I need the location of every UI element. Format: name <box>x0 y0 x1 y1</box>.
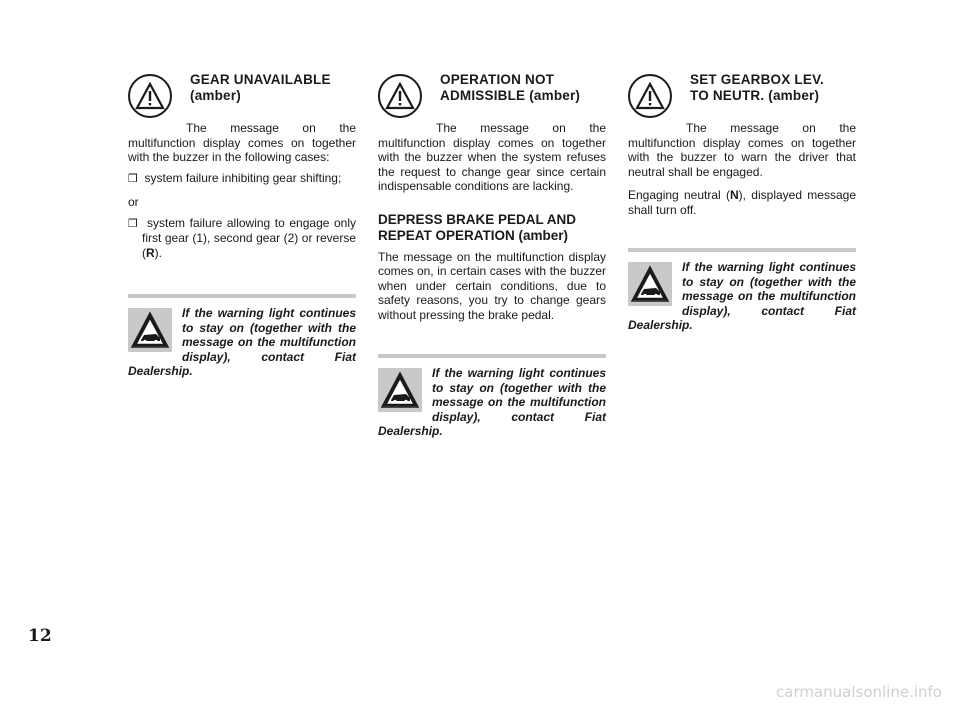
section-title: GEAR UNAVAILABLE (amber) <box>190 72 331 103</box>
subsection-paragraph: The message on the multifunction display comes on, in certain cases with the buzzer when under certain conditions, due to safety reasons, you try to change gears without pressing the brake pedal. <box>378 249 606 322</box>
column-gear-unavailable <box>128 72 357 378</box>
note-box <box>128 294 356 379</box>
warning-triangle-icon <box>628 74 672 118</box>
section-header <box>128 72 356 116</box>
car-warning-icon <box>378 368 422 412</box>
column-set-gearbox-neutral <box>628 72 856 332</box>
section-subtitle: (amber) <box>768 88 820 103</box>
section-subtitle: (amber) <box>190 88 241 103</box>
page-number: 12 <box>28 626 52 646</box>
intro-paragraph: The message on the multifunction display comes on together with the buzzer to warn the driver that neutral shall be engaged. <box>628 121 856 179</box>
subsection-title: DEPRESS BRAKE PEDAL AND REPEAT OPERATION (amber) <box>378 211 577 243</box>
warning-triangle-icon <box>378 74 422 118</box>
intro-paragraph: The message on the multifunction display comes on together with the buzzer when the system refuses the request to change gear since certain indispensable conditions are lacking. <box>378 121 606 193</box>
neutral-paragraph: Engaging neutral (N), displayed message shall turn off. <box>628 188 856 217</box>
list-item: ❒ system failure inhibiting gear shifting; <box>128 170 342 185</box>
note-box <box>378 354 606 439</box>
watermark: carmanualsonline.info <box>776 683 942 701</box>
checkbox-bullet-icon: ❒ <box>128 172 138 185</box>
note-text: If the warning light continues to stay on (together with the message on the multifunction display), contact Fiat Dealership. <box>378 366 606 438</box>
section-header <box>378 72 606 116</box>
or-text: or <box>128 195 139 209</box>
checkbox-bullet-icon: ❒ <box>128 217 138 230</box>
section-header <box>628 72 856 116</box>
list-item: ❒ system failure allowing to engage only first gear (1), second gear (2) or reverse (R). <box>128 215 357 260</box>
section-title: OPERATION NOT ADMISSIBLE (amber) <box>440 72 581 103</box>
section-subtitle: (amber) <box>529 88 581 103</box>
note-text: If the warning light continues to stay on (together with the message on the multifunction display), contact Fiat Dealership. <box>128 306 356 378</box>
car-warning-icon <box>628 262 672 306</box>
car-warning-icon <box>128 308 172 352</box>
column-operation-not-admissible <box>378 72 606 438</box>
subsection-subtitle: (amber) <box>518 227 569 243</box>
intro-paragraph: The message on the multifunction display comes on together with the buzzer in the following cases: <box>128 121 356 164</box>
warning-triangle-icon <box>128 74 172 118</box>
note-text: If the warning light continues to stay on (together with the message on the multifunction display), contact Fiat Dealership. <box>628 260 856 332</box>
section-title: SET GEARBOX LEV. TO NEUTR. (amber) <box>690 72 824 103</box>
note-box <box>628 248 856 333</box>
